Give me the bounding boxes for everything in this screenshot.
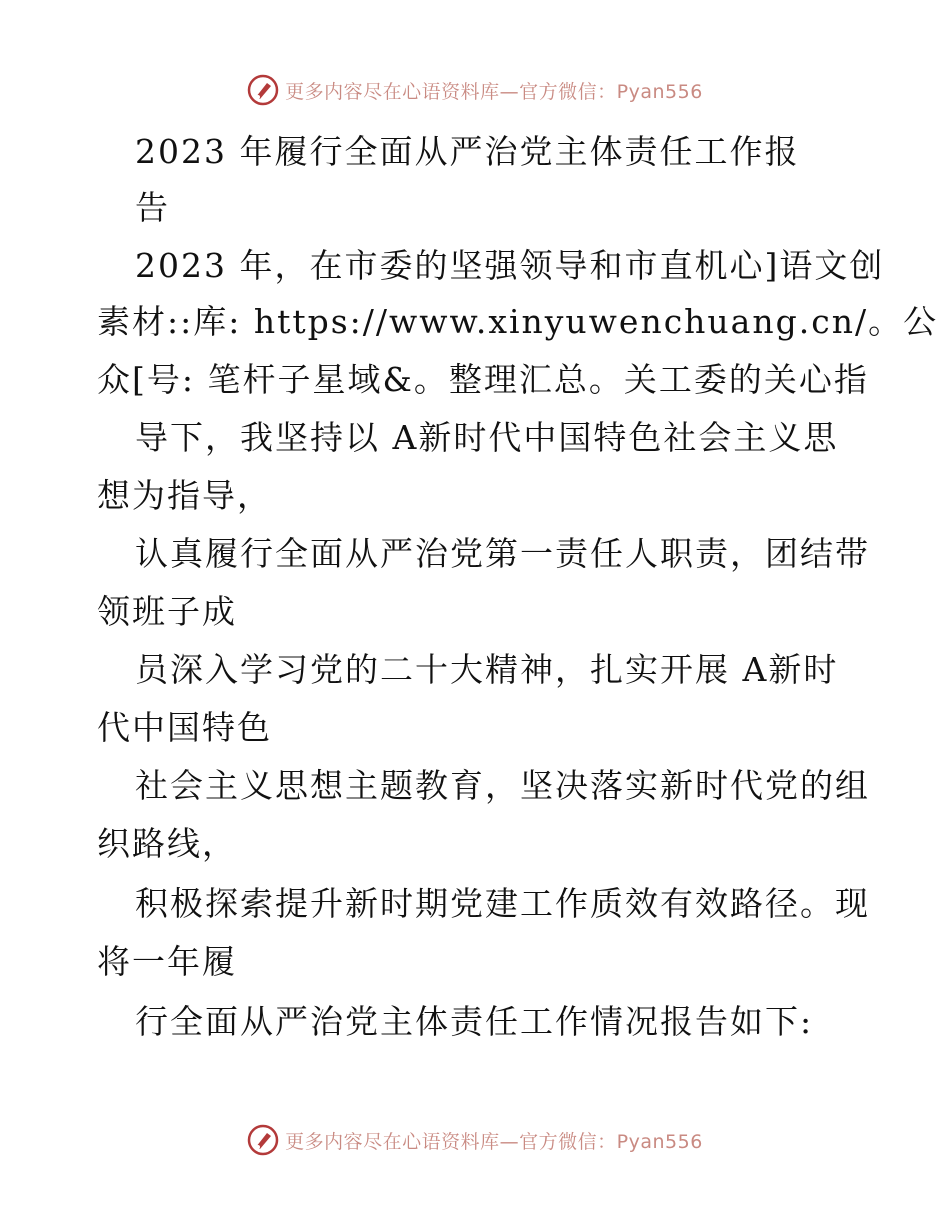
paragraph-line: 素材::库: https://www.xinyuwenchuang.cn/。公 bbox=[97, 302, 939, 341]
paragraph-line: 将一年履 bbox=[97, 942, 237, 981]
header-watermark-banner bbox=[0, 70, 950, 110]
paragraph-line: 认真履行全面从严治党第一责任人职责，团结带 bbox=[135, 534, 870, 573]
pen-nib-logo-icon bbox=[247, 74, 279, 106]
paragraph-line: 代中国特色 bbox=[97, 708, 272, 747]
title-line-2: 告 bbox=[135, 188, 170, 227]
paragraph-line: 领班子成 bbox=[97, 592, 237, 631]
paragraph-line: 想为指导， bbox=[97, 476, 272, 515]
header-watermark-text: 更多内容尽在心语资料库—官方微信：Pyan556 bbox=[285, 80, 703, 103]
paragraph-line: 积极探索提升新时期党建工作质效有效路径。现 bbox=[135, 884, 870, 923]
paragraph-line: 社会主义思想主题教育，坚决落实新时代党的组 bbox=[135, 766, 870, 805]
paragraph-line: 众[号: 笔杆子星域&。整理汇总。关工委的关心指 bbox=[97, 360, 869, 399]
paragraph-line: 织路线， bbox=[97, 824, 237, 863]
pen-nib-logo-icon bbox=[247, 1124, 279, 1156]
paragraph-line: 2023 年，在市委的坚强领导和市直机心]语文创 bbox=[135, 246, 885, 285]
title-line-1: 2023 年履行全面从严治党主体责任工作报 bbox=[135, 132, 800, 171]
footer-watermark-banner bbox=[0, 1120, 950, 1160]
paragraph-line: 导下，我坚持以 A新时代中国特色社会主义思 bbox=[135, 418, 839, 457]
paragraph-line: 员深入学习党的二十大精神，扎实开展 A新时 bbox=[135, 650, 839, 689]
paragraph-line: 行全面从严治党主体责任工作情况报告如下: bbox=[135, 1002, 814, 1041]
footer-watermark-text: 更多内容尽在心语资料库—官方微信：Pyan556 bbox=[285, 1130, 703, 1153]
